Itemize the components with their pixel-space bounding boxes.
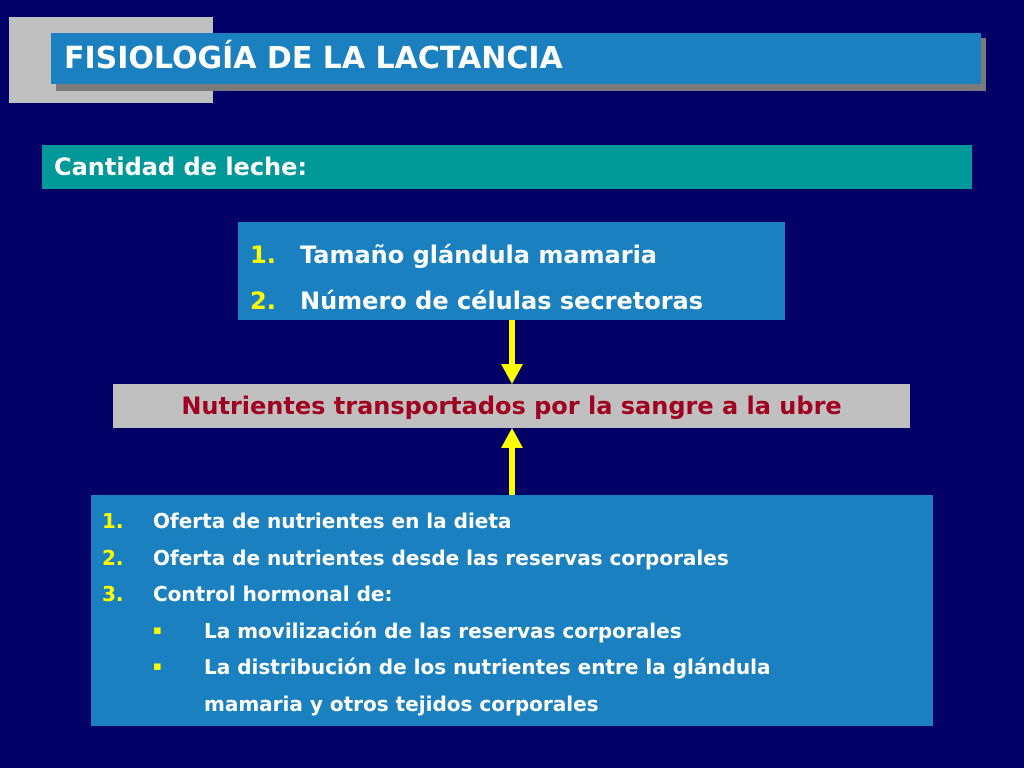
bottom-factor-number: 1. <box>102 509 124 533</box>
bottom-factors-box <box>91 495 933 726</box>
bottom-factor-item <box>102 576 933 613</box>
arrow-up-icon <box>495 428 529 495</box>
top-factor-item <box>250 232 785 278</box>
bottom-sub-item <box>102 613 933 650</box>
top-factor-text: Número de células secretoras <box>300 287 704 315</box>
center-label: Nutrientes transportados por la sangre a la ubre <box>113 384 910 428</box>
bottom-factor-item <box>102 503 933 540</box>
square-bullet-icon: ▪ <box>153 622 162 638</box>
bottom-factor-item <box>102 540 933 577</box>
bottom-factor-number: 2. <box>102 545 124 570</box>
top-factor-text: Tamaño glándula mamaria <box>300 241 657 269</box>
section-label: Cantidad de leche: <box>42 145 972 189</box>
bottom-factor-text: Control hormonal de: <box>153 582 393 606</box>
arrow-down-icon <box>495 320 529 384</box>
top-factor-number: 1. <box>250 241 276 269</box>
bottom-factor-text: Oferta de nutrientes desde las reservas corporales <box>153 545 729 570</box>
top-factor-number: 2. <box>250 287 276 315</box>
bottom-sub-text: La distribución de los nutrientes entre la glándula <box>204 655 771 679</box>
bottom-sub-continuation: mamaria y otros tejidos corporales <box>204 691 599 716</box>
square-bullet-icon: ▪ <box>153 659 162 674</box>
top-factors-box <box>238 222 785 320</box>
bottom-factor-number: 3. <box>102 582 124 606</box>
bottom-sub-item <box>102 649 933 686</box>
bottom-factor-text: Oferta de nutrientes en la dieta <box>153 509 512 533</box>
top-factor-item <box>250 278 785 324</box>
bottom-sub-text: La movilización de las reservas corporales <box>204 618 682 643</box>
page-title: FISIOLOGÍA DE LA LACTANCIA <box>51 33 981 84</box>
